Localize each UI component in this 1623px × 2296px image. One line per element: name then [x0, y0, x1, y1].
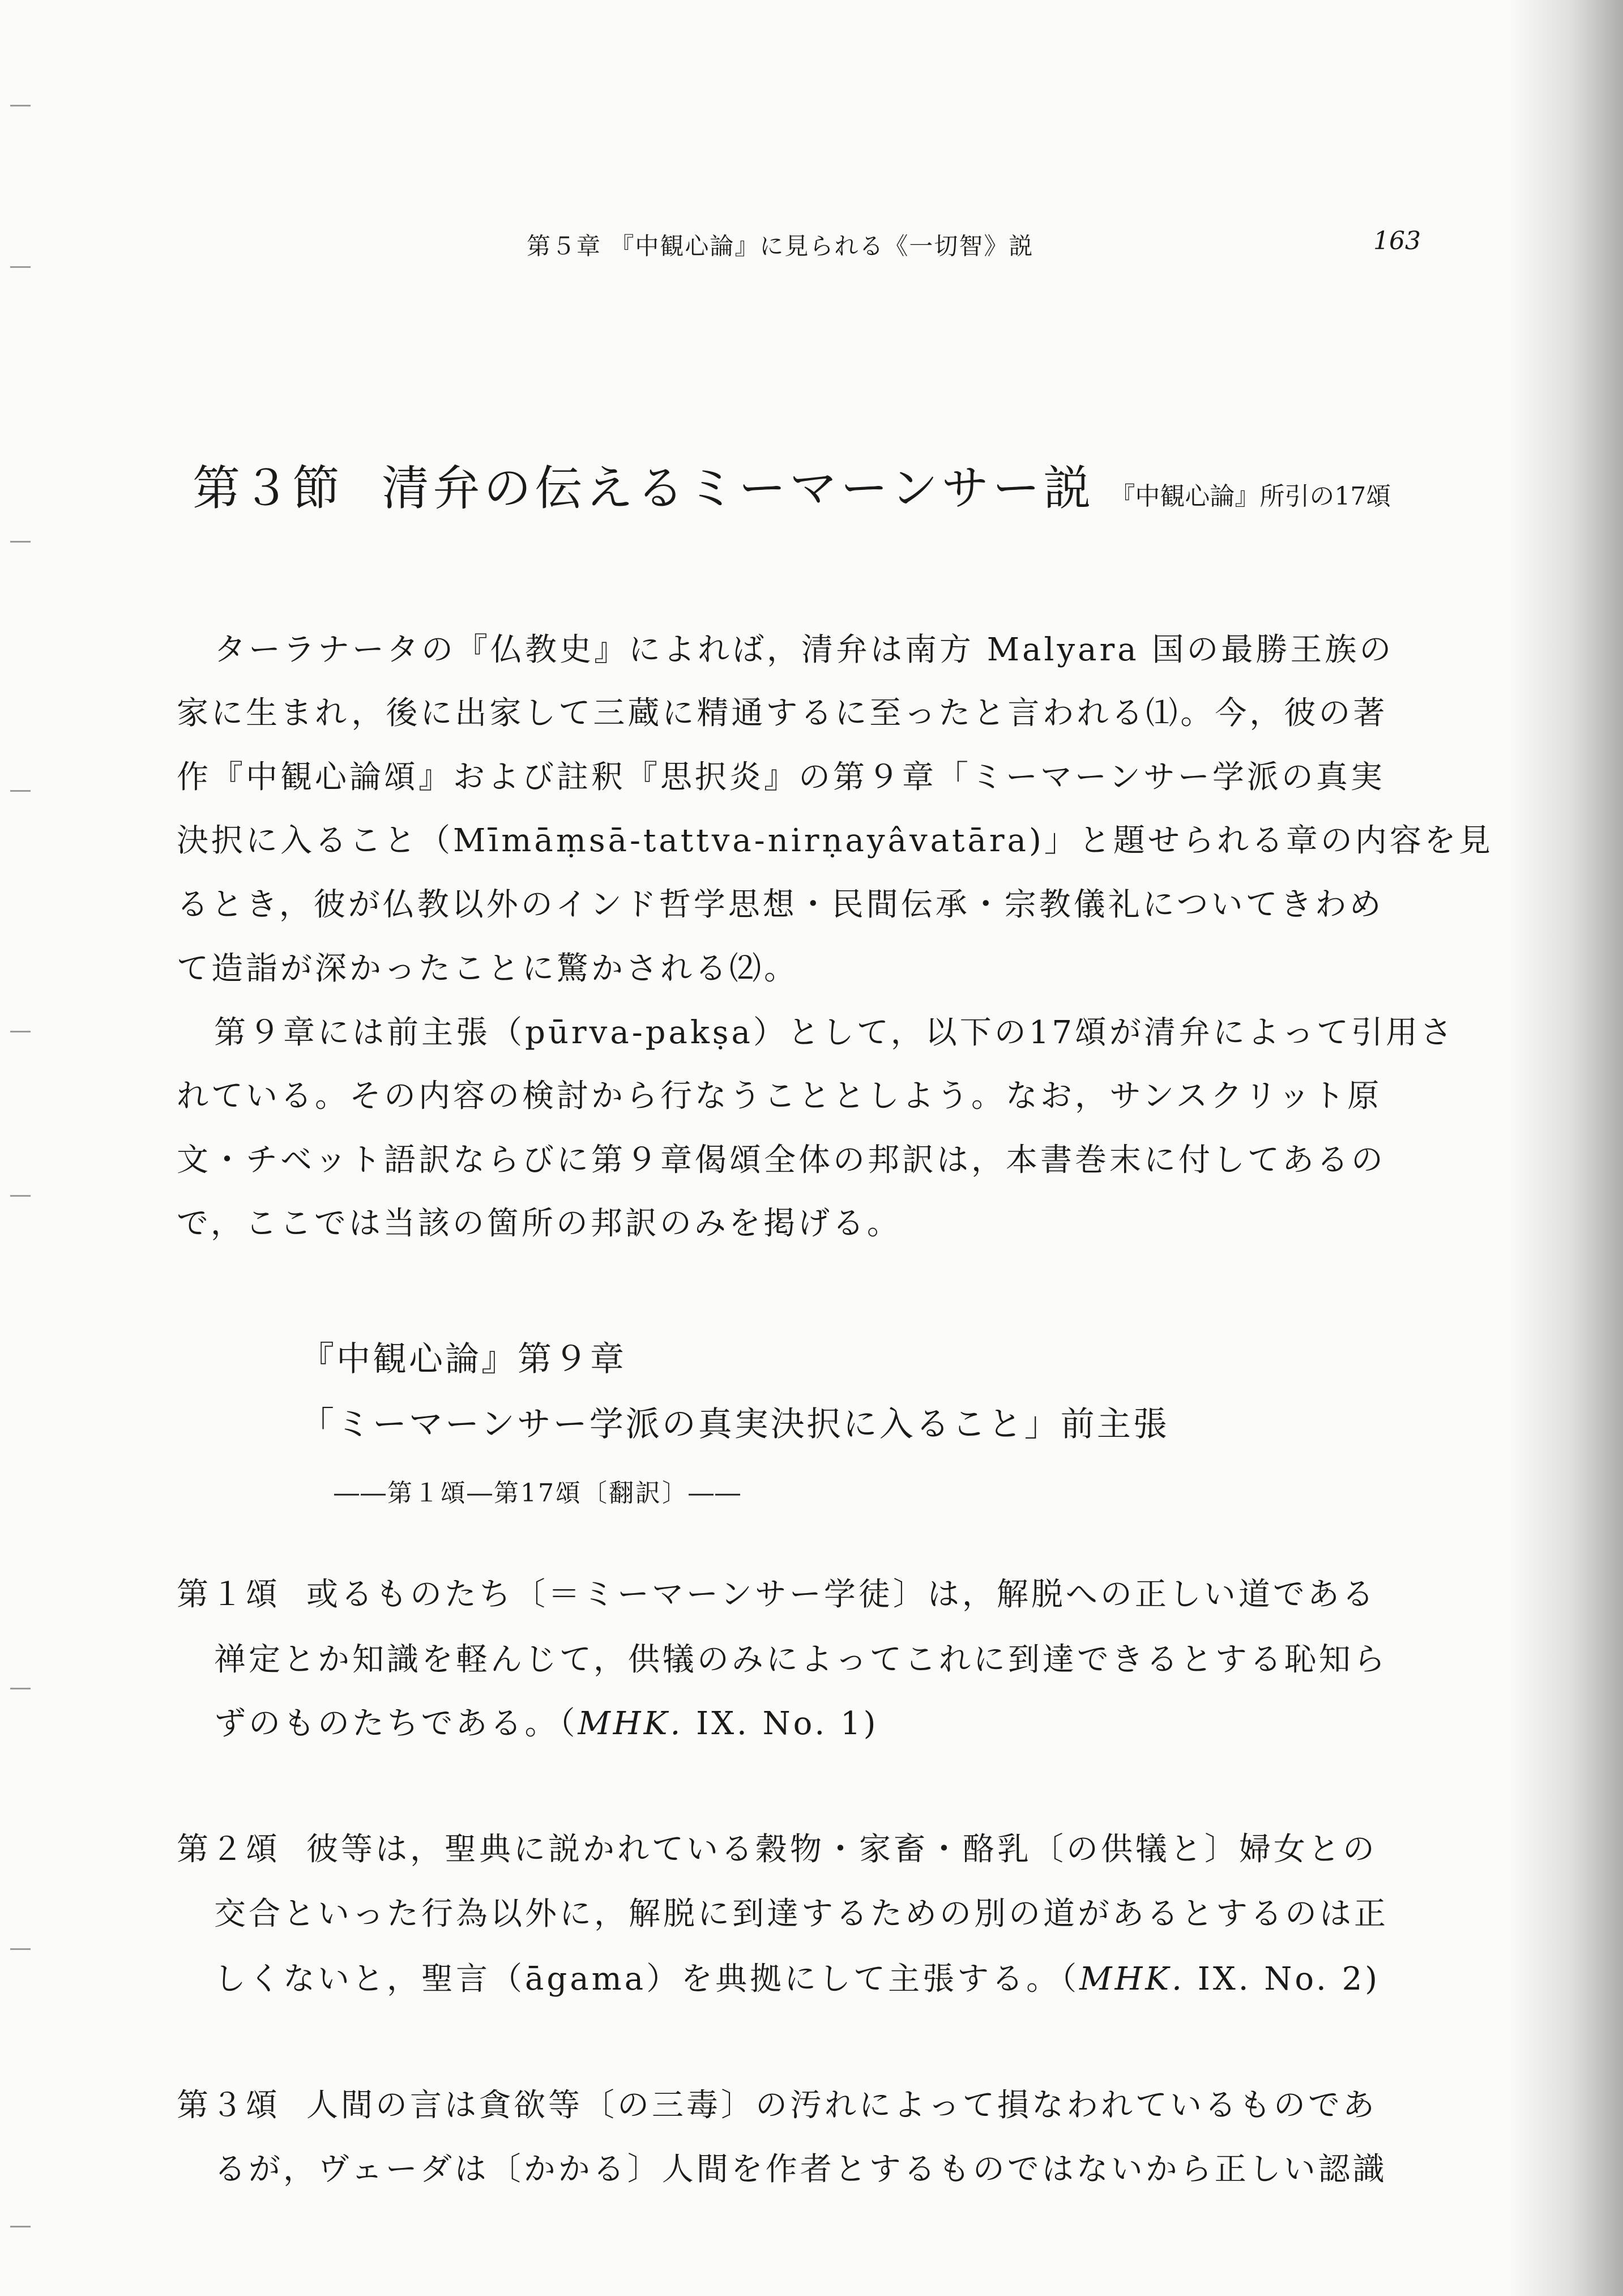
paragraph-line: 家に生まれ，後に出家して三蔵に精通するに至ったと言われる⑴。今，彼の著	[177, 695, 1388, 732]
paragraph-line: るとき，彼が仏教以外のインド哲学思想・民間伝承・宗教儀礼についてきわめ	[177, 886, 1384, 923]
caption-subtitle: 「ミーマーンサー学派の真実決択に入ること」前主張	[300, 1405, 1169, 1444]
section-title: 清弁の伝えるミーマーンサー説	[382, 460, 1095, 516]
verse-line	[177, 1576, 1377, 1613]
verse-line: しくないと，聖言（āgama）を典拠にして主張する。（MHK. IX. No. 2)	[214, 1961, 1381, 1998]
verse-label: 第１頌	[177, 1576, 280, 1613]
verse-label: 第３頌	[177, 2087, 280, 2124]
verse-line	[177, 2087, 1377, 2124]
verse-ref-number: IX. No. 1)	[683, 1705, 879, 1742]
verse-label: 第２頌	[177, 1831, 280, 1868]
margin-tick	[10, 541, 31, 543]
paragraph-line: 第９章には前主張（pūrva-pakṣa）として，以下の17頌が清弁によって引用さ	[214, 1014, 1455, 1051]
paragraph-line: れている。その内容の検討から行なうこととしよう。なお，サンスクリット原	[177, 1078, 1382, 1115]
paragraph-line: 作『中観心論頌』および註釈『思択炎』の第９章「ミーマーンサー学派の真実	[177, 759, 1385, 796]
section-number: 第３節	[193, 460, 343, 516]
verse-line	[177, 1831, 1377, 1868]
verse-text: しくないと，聖言（āgama）を典拠にして主張する。	[214, 1961, 1061, 1998]
paragraph-line: で，ここでは当該の箇所の邦訳のみを掲げる。	[177, 1205, 902, 1242]
margin-tick	[10, 790, 31, 792]
verse-ref-source: MHK.	[1079, 1961, 1185, 1998]
page-number: 163	[1373, 227, 1421, 255]
caption-range: ――第１頌―第17頌〔翻訳〕――	[334, 1479, 742, 1508]
verse-text: 彼等は，聖典に説かれている穀物・家畜・酪乳〔の供犠と〕婦女との	[306, 1831, 1377, 1868]
paragraph-line: 決択に入ること（Mīmāṃsā-tattva-nirṇayâvatāra)」と題せられる章の内容を見	[177, 822, 1493, 859]
margin-tick	[10, 1948, 31, 1950]
verse-text: ずのものたちである。	[214, 1705, 559, 1742]
paragraph-line: 文・チベット語訳ならびに第９章偈頌全体の邦訳は，本書巻末に付してあるの	[177, 1142, 1386, 1179]
margin-tick	[10, 105, 31, 106]
paragraph-line: て造詣が深かったことに驚かされる⑵。	[177, 950, 798, 987]
margin-tick	[10, 1195, 31, 1197]
verse-ref-source: MHK.	[578, 1705, 684, 1742]
verse-line: るが，ヴェーダは〔かかる〕人間を作者とするものではないから正しい認識	[214, 2151, 1387, 2188]
scan-edge-shadow	[1510, 0, 1623, 2296]
margin-tick	[10, 1688, 31, 1689]
caption-title: 『中観心論』第９章	[300, 1339, 626, 1379]
section-subtitle: 『中観心論』所引の17頌	[1110, 482, 1391, 511]
running-head: 第５章 『中観心論』に見られる《一切智》説	[527, 232, 1034, 260]
verse-line: ずのものたちである。（MHK. IX. No. 1)	[214, 1705, 879, 1742]
margin-tick	[10, 266, 31, 268]
margin-tick	[10, 2226, 31, 2227]
paragraph-line: ターラナータの『仏教史』によれば，清弁は南方 Malyara 国の最勝王族の	[214, 631, 1394, 668]
verse-text: 或るものたち〔＝ミーマーンサー学徒〕は，解脱への正しい道である	[306, 1576, 1377, 1613]
verse-ref-number: IX. No. 2)	[1184, 1961, 1381, 1998]
verse-line: 禅定とか知識を軽んじて，供犠のみによってこれに到達できるとする恥知ら	[214, 1641, 1388, 1678]
verse-text: 人間の言は貪欲等〔の三毒〕の汚れによって損なわれているものであ	[306, 2087, 1377, 2124]
section-heading	[193, 450, 1391, 519]
margin-tick	[10, 1031, 31, 1032]
verse-line: 交合といった行為以外に，解脱に到達するための別の道があるとするのは正	[214, 1896, 1389, 1932]
